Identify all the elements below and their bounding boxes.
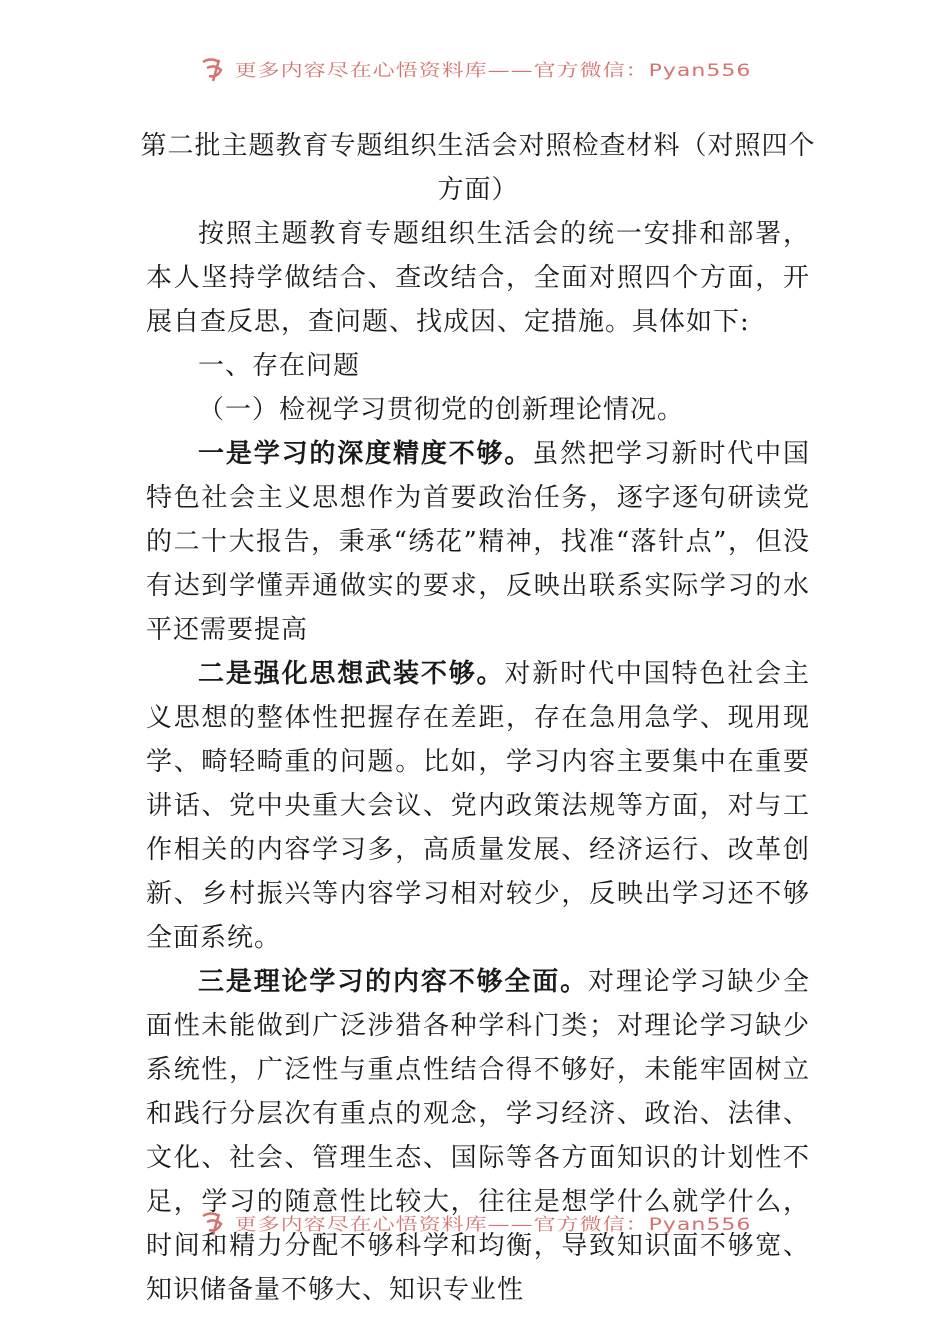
section-heading xyxy=(146,344,810,388)
paragraph xyxy=(146,652,810,960)
paragraph xyxy=(146,212,810,344)
watermark-text: 更多内容尽在心悟资料库——官方微信：Pyan556 xyxy=(234,1214,752,1235)
document-title: 第二批主题教育专题组织生活会对照检查材料（对照四个方面） xyxy=(140,131,816,205)
footer-watermark xyxy=(0,1206,950,1240)
watermark-logo-icon xyxy=(199,1208,229,1238)
watermark-text: 更多内容尽在心悟资料库——官方微信：Pyan556 xyxy=(234,60,752,81)
paragraph-text: 一、存在问题 xyxy=(198,351,361,381)
document-body xyxy=(140,124,816,1312)
paragraph-text: （一）检视学习贯彻党的创新理论情况。 xyxy=(198,395,685,425)
paragraph-lead: 三是理论学习的内容不够全面。 xyxy=(198,967,588,997)
paragraph-text: 虽然把学习新时代中国特色社会主义思想作为首要政治任务，逐字逐句研读党的二十大报告，秉承“绣花”精神，找准“落针点”，但没有达到学懂弄通做实的要求，反映出联系实际学习的水平还需要提高 xyxy=(146,439,810,645)
watermark-logo-icon xyxy=(199,54,229,84)
paragraph xyxy=(146,960,810,1312)
paragraph-lead: 一是学习的深度精度不够。 xyxy=(198,439,533,469)
watermark-group xyxy=(199,54,752,85)
header-watermark xyxy=(0,52,950,86)
paragraph-text: 对理论学习缺少全面性未能做到广泛涉猎各种学科门类；对理论学习缺少系统性，广泛性与重点性结合得不够好，未能牢固树立和践行分层次有重点的观念，学习经济、政治、法律、文化、社会、管理生态、国际等各方面知识的计划性不足，学习的随意性比较大，往往是想学什么就学什么，时间和精力分配不够科学和均衡，导致知识面不够宽、知识储备量不够大、知识专业性 xyxy=(146,967,810,1305)
paragraph-lead: 二是强化思想武装不够。 xyxy=(198,659,505,689)
watermark-group xyxy=(199,1208,752,1239)
paragraph-text: 对新时代中国特色社会主义思想的整体性把握存在差距，存在急用急学、现用现学、畸轻畸重的问题。比如，学习内容主要集中在重要讲话、党中央重大会议、党内政策法规等方面，对与工作相关的内容学习多，高质量发展、经济运行、改革创新、乡村振兴等内容学习相对较少，反映出学习还不够全面系统。 xyxy=(146,659,810,953)
subsection-heading xyxy=(146,388,810,432)
paragraph-text: 按照主题教育专题组织生活会的统一安排和部署，本人坚持学做结合、查改结合，全面对照四个方面，开展自查反思，查问题、找成因、定措施。具体如下: xyxy=(146,219,810,337)
paragraph xyxy=(146,432,810,652)
